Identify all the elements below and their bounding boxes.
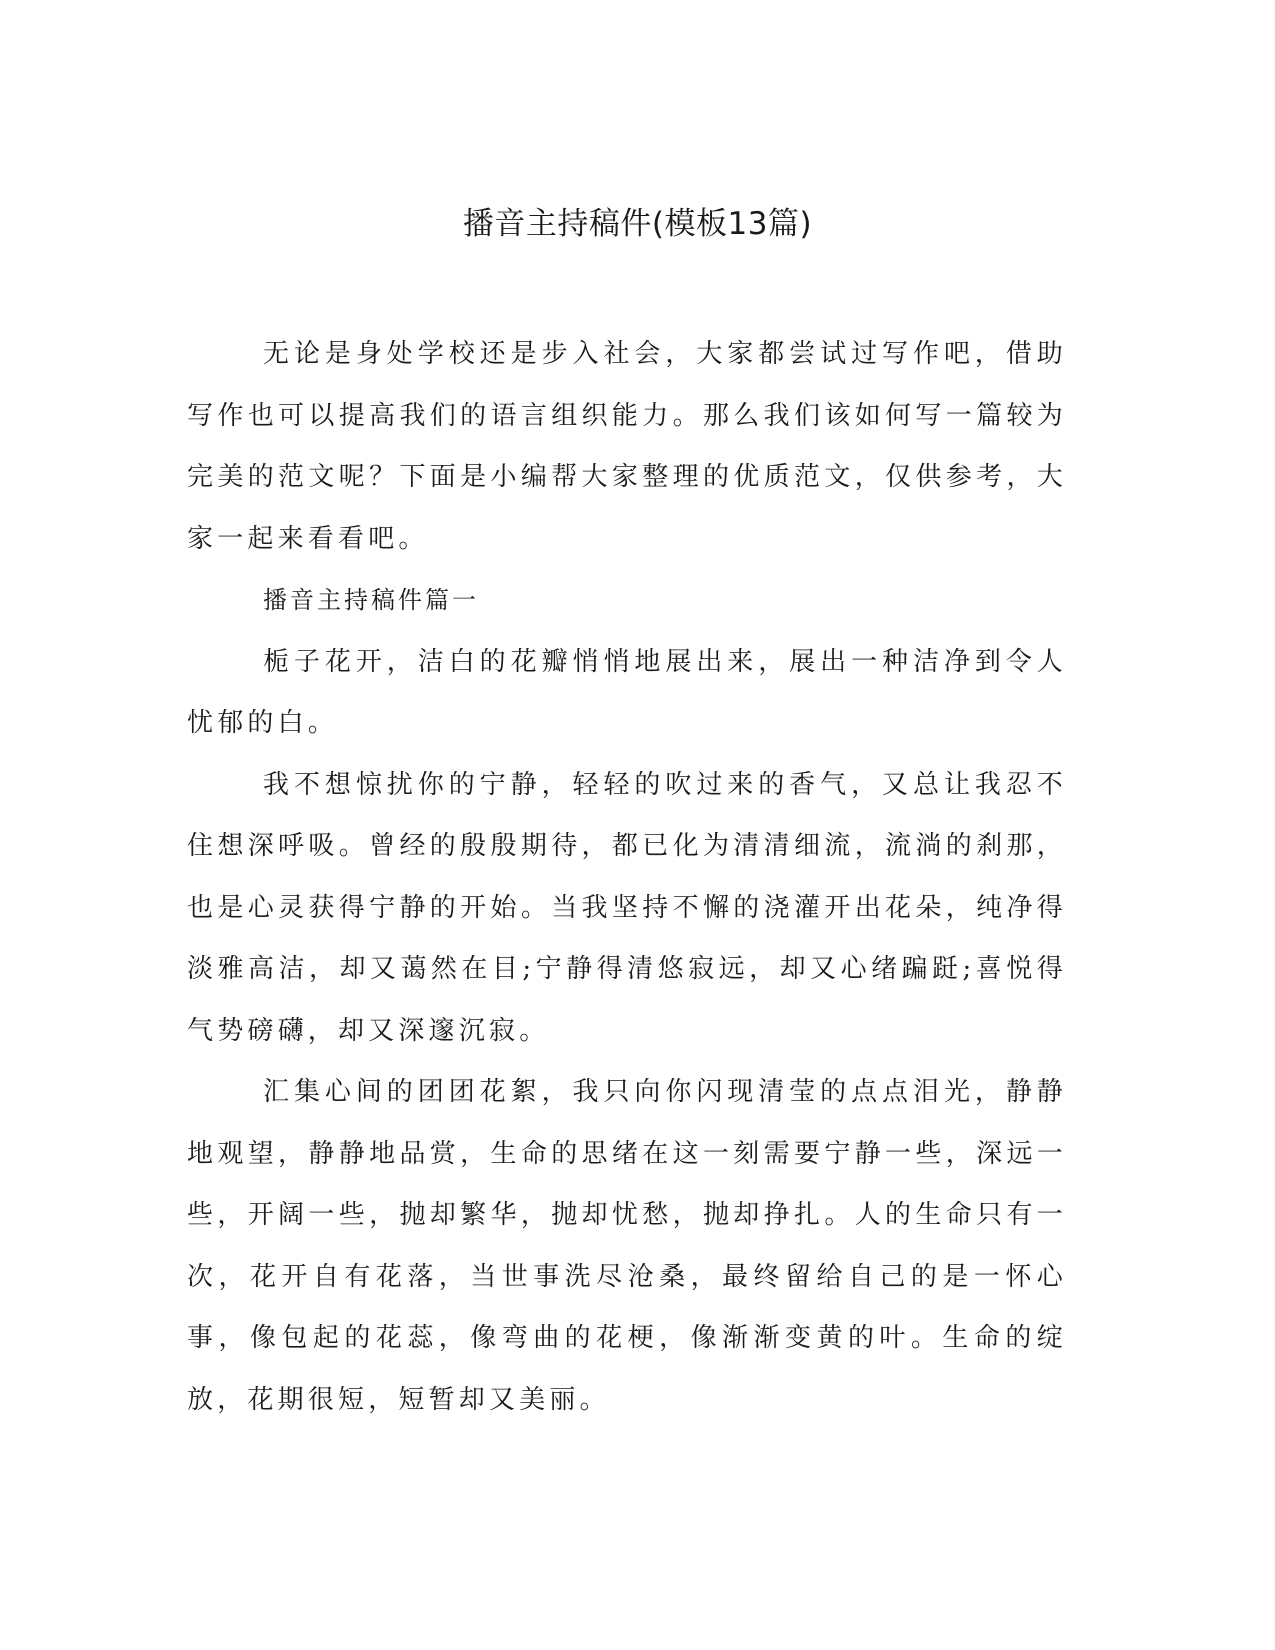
- body-paragraph: 汇集心间的团团花絮，我只向你闪现清莹的点点泪光，静静地观望，静静地品赏，生命的思绪在这一刻需要宁静一些，深远一些，开阔一些，抛却繁华，抛却忧愁，抛却挣扎。人的生命只有一次，花开自有花落，当世事洗尽沧桑，最终留给自己的是一怀心事，像包起的花蕊，像弯曲的花梗，像渐渐变黄的叶。生命的绽放，花期很短，短暂却又美丽。: [187, 1077, 1067, 1415]
- document-body: [187, 324, 1067, 1431]
- section-heading: 播音主持稿件篇一: [263, 586, 479, 614]
- document-title: 播音主持稿件(模板13篇): [462, 206, 813, 242]
- body-paragraph: 栀子花开，洁白的花瓣悄悄地展出来，展出一种洁净到令人忧郁的白。: [187, 646, 1067, 738]
- body-paragraph: 我不想惊扰你的宁静，轻轻的吹过来的香气，又总让我忍不住想深呼吸。曾经的殷殷期待，都已化为清清细流，流淌的刹那，也是心灵获得宁静的开始。当我坚持不懈的浇灌开出花朵，纯净得淡雅高洁，却又蔼然在目;宁静得清悠寂远，却又心绪蹁跹;喜悦得气势磅礴，却又深邃沉寂。: [187, 769, 1067, 1046]
- intro-paragraph: 无论是身处学校还是步入社会，大家都尝试过写作吧，借助写作也可以提高我们的语言组织能力。那么我们该如何写一篇较为完美的范文呢？下面是小编帮大家整理的优质范文，仅供参考，大家一起来看看吧。: [187, 339, 1067, 554]
